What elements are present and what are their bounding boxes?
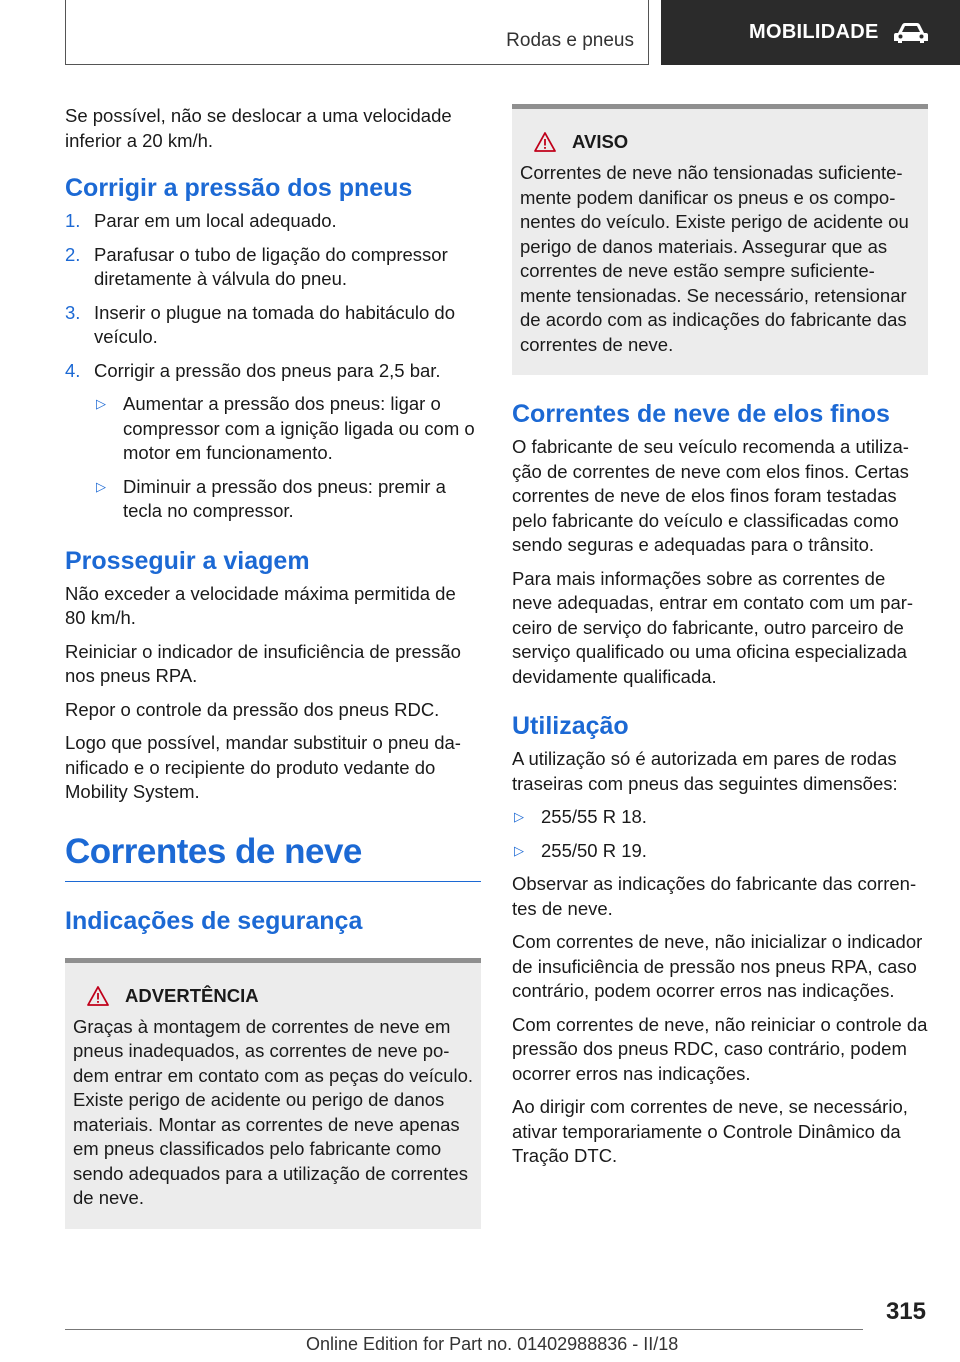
heading-safety-notes: Indicações de segurança xyxy=(65,906,363,935)
fine-paragraph: Para mais informações sobre as correntes de neve adequadas, entrar em contato com um parceiro de serviço do fabricante, outro parceiro de serviço qualificado ou uma oficina especializada devidamente qualificada. xyxy=(512,567,914,687)
heading-continue-journey: Prosseguir a viagem xyxy=(65,546,310,575)
footer-divider xyxy=(65,1329,863,1330)
warning-box xyxy=(65,958,481,1229)
step-item: 1. Parar em um local adequado. xyxy=(65,210,337,231)
notice-text: Correntes de neve não tensionadas suficientemente podem danificar os pneus e os componentes do veículo. Existe perigo de acidente ou perigo de danos materiais. Assegurar que as correntes de neve estão sempre suficientemente tensionadas. Se necessário, retensionar de acordo com as indicações do fabricante das correntes de neve. xyxy=(520,162,909,355)
continue-paragraph: Não exceder a velocidade máxima permitida de 80 km/h. xyxy=(65,582,456,628)
substep-item: ▷ Diminuir a pressão dos pneus: premir a tecla no compressor. xyxy=(96,475,446,521)
left-column xyxy=(65,104,481,1229)
continue-paragraph: Reiniciar o indicador de insuficiência de pressão nos pneus RPA. xyxy=(65,640,461,686)
right-column xyxy=(512,104,928,1178)
continue-paragraph: Repor o controle da pressão dos pneus RDC. xyxy=(65,698,440,720)
header-section-title: Rodas e pneus xyxy=(506,30,634,51)
usage-paragraph: Com correntes de neve, não reiniciar o controle da pressão dos pneus RDC, caso contrário, podem ocorrer erros nas indicações. xyxy=(512,1013,928,1084)
page-number: 315 xyxy=(885,1298,926,1325)
tyre-size-list xyxy=(512,805,928,863)
pressure-substeps xyxy=(94,392,481,524)
tyre-size-item: ▷ 255/50 R 19. xyxy=(512,839,928,864)
triangle-bullet-icon: ▷ xyxy=(514,809,524,824)
substep-item: ▷ Aumentar a pressão dos pneus: ligar o compressor com a ignição ligada ou com o motor em funcionamento. xyxy=(96,393,475,463)
triangle-bullet-icon: ▷ xyxy=(514,842,524,858)
warning-title: ADVERTÊNCIA xyxy=(73,985,473,1007)
warning-text: Graças à montagem de correntes de neve em pneus inadequados, as correntes de neve podem entrar em contato com as peças do veículo. Existe perigo de acidente ou perigo de danos materiais. Montar as correntes de neve apenas em pneus classificados pelo fabricante como sendo adequados para a utilização de correntes de neve. xyxy=(73,1015,474,1208)
heading-correct-pressure: Corrigir a pressão dos pneus xyxy=(65,174,413,202)
usage-paragraph: Com correntes de neve, não inicializar o indicador de insuficiência de pressão nos pneus RPA, caso contrário, podem ocorrer erros nas indicações. xyxy=(512,931,923,1001)
notice-title: AVISO xyxy=(520,131,920,153)
step-item: 3. Inserir o plugue na tomada do habitáculo do veículo. xyxy=(65,301,456,347)
triangle-bullet-icon: ▷ xyxy=(96,396,106,411)
notice-box xyxy=(512,104,928,375)
usage-paragraph: Observar as indicações do fabricante das correntes de neve. xyxy=(512,873,917,919)
header-chapter-tab xyxy=(661,0,960,65)
header-section-frame xyxy=(65,0,649,65)
step-item: 4. Corrigir a pressão dos pneus para 2,5 bar. xyxy=(65,359,441,381)
header-chapter-title: MOBILIDADE xyxy=(749,21,879,43)
continue-paragraph: Logo que possível, mandar substituir o pneu danificado e o recipiente do produto vedante do Mobility System. xyxy=(65,732,461,802)
heading-fine-link-chains: Correntes de neve de elos finos xyxy=(512,400,890,428)
step-item: 2. Parafusar o tubo de ligação do compressor diretamente à válvula do pneu. xyxy=(65,243,448,289)
intro-paragraph: Se possível, não se deslocar a uma velocidade inferior a 20 km/h. xyxy=(65,105,452,151)
footer-edition: Online Edition for Part no. 01402988836 - II/18 xyxy=(306,1334,679,1354)
fine-paragraph: O fabricante de seu veículo recomenda a utilização de correntes de neve com elos finos. Certas correntes de neve de elos finos foram testadas pelo fabricante do veículo e classificadas como sendo seguras e adequadas para o trânsito. xyxy=(512,436,909,555)
car-icon xyxy=(893,22,929,44)
tyre-size-item: ▷ 255/55 R 18. xyxy=(512,805,928,830)
triangle-bullet-icon: ▷ xyxy=(96,478,106,494)
usage-intro: A utilização só é autorizada em pares de rodas traseiras com pneus das seguintes dimensões: xyxy=(512,748,898,794)
usage-paragraph: Ao dirigir com correntes de neve, se necessário, ativar temporariamente o Controle Dinâmico da Tração DTC. xyxy=(512,1096,908,1166)
pressure-steps xyxy=(65,209,481,383)
heading-usage: Utilização xyxy=(512,712,629,740)
warning-triangle-icon xyxy=(87,986,109,1006)
chapter-title-snow-chains: Correntes de neve xyxy=(65,831,481,882)
warning-triangle-icon xyxy=(534,132,556,152)
